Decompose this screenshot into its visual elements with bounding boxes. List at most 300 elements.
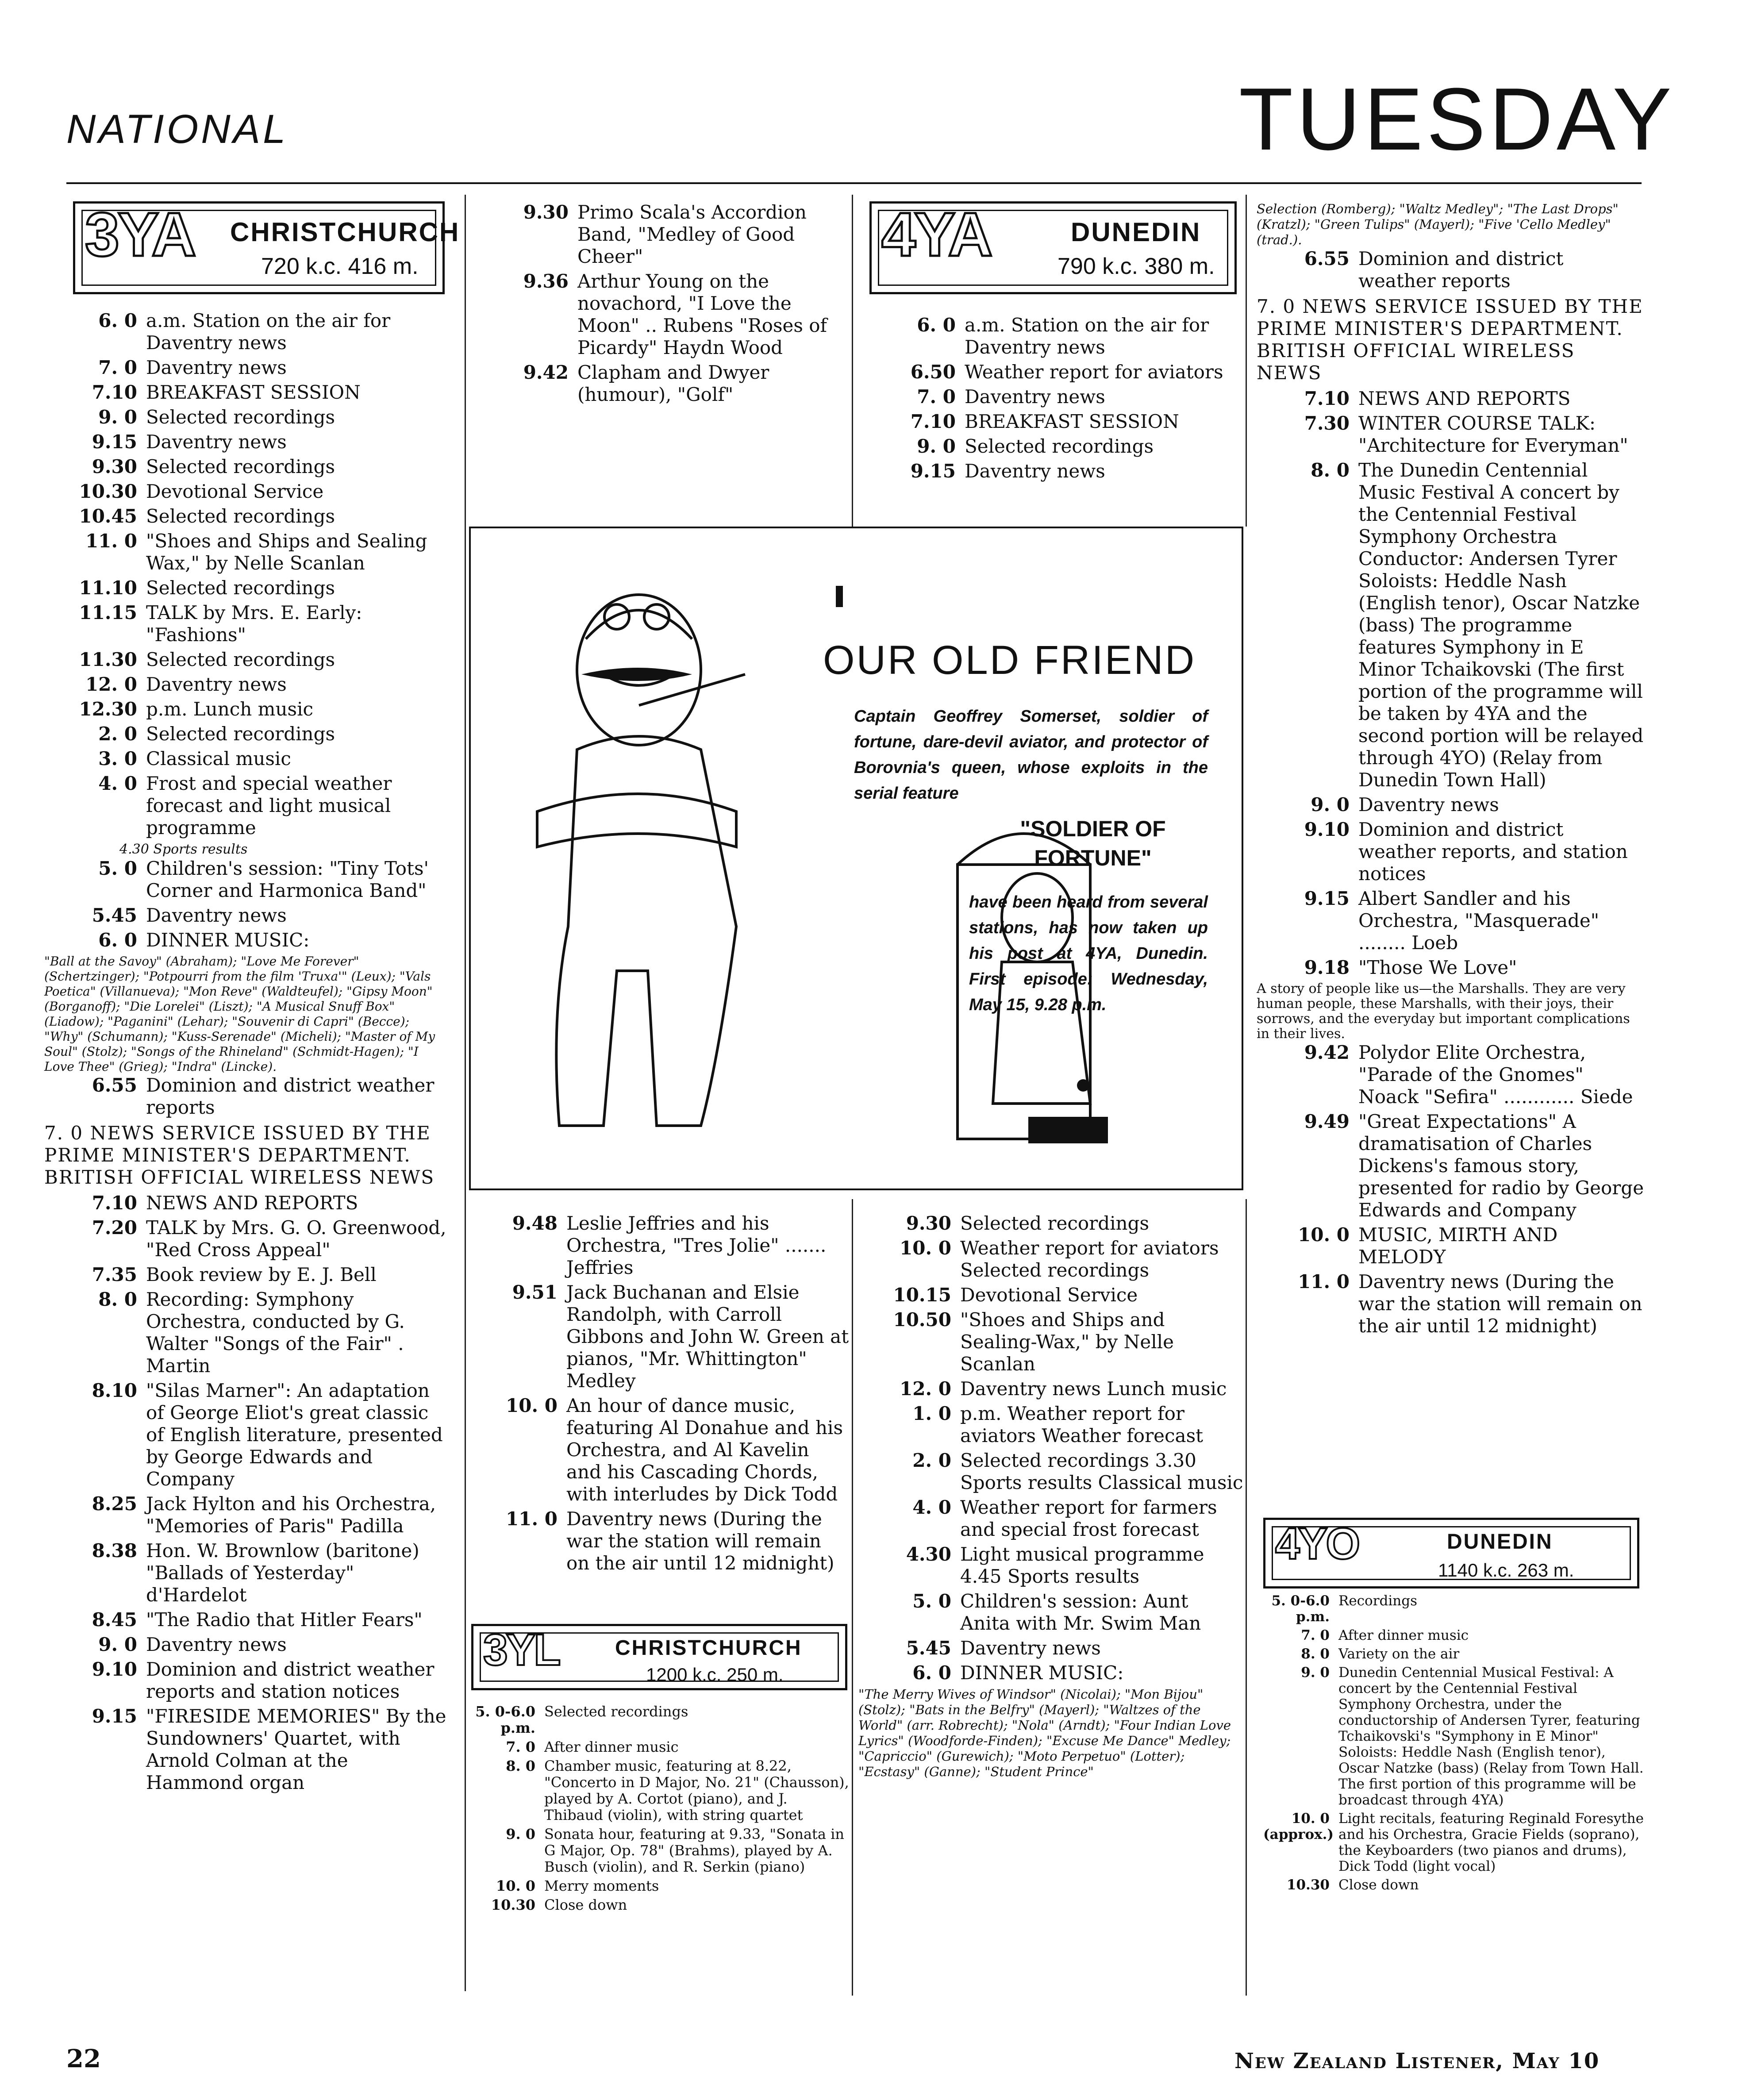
station-frequency: 720 k.c. 416 m. [261,254,419,279]
entry-text: Daventry news [146,904,287,926]
schedule-block [1257,388,1646,979]
entry-text: Dominion and district weather reports [1358,248,1564,292]
schedule-entry [863,386,1243,408]
entry-time: 10.15 [893,1284,951,1306]
column-rule [1246,195,1247,527]
schedule-entry [858,1543,1243,1588]
schedule-entry [858,1309,1243,1375]
schedule-block [44,1192,451,1794]
station-4yo-banner [1263,1518,1639,1588]
entry-time: 9. 0 [506,1826,535,1842]
schedule-entry [863,314,1243,358]
schedule-entry [44,1705,451,1794]
station-3yl-banner [471,1624,847,1690]
entry-text: Selected recordings [146,649,335,670]
column-4ya-evening [1257,201,1646,1340]
entry-text: a.m. Station on the air for Daventry news [965,314,1209,358]
column-4yo-schedule [1263,1593,1644,1896]
entry-time: 12. 0 [85,673,137,695]
entry-time: 9.15 [92,431,137,453]
schedule-entry [469,1897,850,1913]
entry-text: Daventry news Lunch music [960,1378,1227,1400]
schedule-entry [1257,819,1646,885]
entry-text: Hon. W. Brownlow (baritone) "Ballads of Yesterday" d'Hardelot [146,1540,419,1606]
station-4ya-banner [869,201,1237,294]
entry-text: Daventry news [965,386,1105,408]
dinner-music-list: "Ball at the Savoy" (Abraham); "Love Me Forever" (Schertzinger); "Potpourri from the film 'Truxa'" (Leux); "Vals Poetica" (Villanueva); "Mon Reve" (Waldteufel); "Gipsy Moon" (Borganoff); "Die Lorelei" (Liszt); "A Musical Snuff Box" (Liadow); "Paganini" (Lehar); "Souvenir di Capri" (Becce); "Why" (Schumann); "Kuss-Serenade" (Micheli); "Master of My Soul" (Stolz); "Songs of the Rhineland" (Schmidt-Hagen); "I Love Thee" (Grieg); "Indra" (Lincke). [44,954,435,1074]
entry-text: "Shoes and Ships and Sealing-Wax," by Nelle Scanlan [960,1309,1174,1375]
entry-time: 9. 0 [98,1634,137,1655]
schedule-entry [476,270,845,359]
schedule-entry [1257,1224,1646,1268]
entry-time: 7.35 [92,1264,137,1285]
entry-time: 7. 0 [98,357,137,378]
entry-time: 8.45 [92,1609,137,1631]
schedule-entry [44,1217,451,1261]
station-city: DUNEDIN [1447,1530,1553,1554]
entry-text: Selected recordings 3.30 Sports results Classical music [960,1450,1243,1493]
entry-text: DINNER MUSIC: [960,1662,1124,1684]
entry-time: 8. 0 [1311,459,1350,481]
feature-serial-title: "SOLDIER OF FORTUNE" [1020,816,1166,870]
entry-time: 9. 0 [98,406,137,428]
entry-time: 10. 0 [506,1395,558,1416]
schedule-entry [44,406,451,428]
entry-time: 9.30 [92,456,137,477]
schedule-entry [1263,1593,1644,1625]
entry-text: Primo Scala's Accordion Band, "Medley of Good Cheer" [577,201,807,267]
entry-text: Sonata hour, featuring at 9.33, "Sonata in G Major, Op. 78" (Brahms), played by A. Busch (violin), and R. Serkin (piano) [544,1826,844,1875]
entry-time: 8. 0 [1301,1646,1330,1662]
entry-text: Daventry news (During the war the station will remain on the air until 12 midnight) [566,1508,834,1574]
masthead: New Zealand Listener, May 10 [1234,2049,1600,2073]
entry-time: 10. 0 (approx.) [1263,1811,1334,1842]
entry-text: "FIRESIDE MEMORIES" By the Sundowners' Quartet, with Arnold Colman at the Hammond organ [146,1705,446,1793]
entry-time: 8. 0 [506,1758,535,1774]
entry-text: BREAKFAST SESSION [146,381,361,403]
schedule-block [44,858,451,951]
entry-text: Light recitals, featuring Reginald Foresythe and his Orchestra, Gracie Fields (soprano), the Keyboarders (two pianos and drums), Dick Todd (light vocal) [1338,1811,1644,1874]
entry-text: Jack Buchanan and Elsie Randolph, with Carroll Gibbons and John W. Green at pianos, "Mr. Whittington" Medley [566,1281,849,1392]
schedule-entry [858,1637,1243,1659]
decorative-dot [1077,1079,1089,1092]
schedule-block [465,1212,850,1574]
schedule-entry [44,1380,451,1490]
schedule-entry [44,481,451,503]
entry-time: 5. 0 [98,858,137,879]
schedule-entry [1257,1042,1646,1108]
entry-time: 12.30 [79,698,137,720]
schedule-entry [1257,248,1646,292]
schedule-entry [44,1074,451,1119]
schedule-entry [465,1508,850,1574]
column-3yl-schedule [469,1704,850,1916]
entry-time: 8.10 [92,1380,137,1401]
schedule-entry [858,1590,1243,1635]
entry-text: Book review by E. J. Bell [146,1264,377,1285]
entry-time: 5. 0-6.0 p.m. [1271,1593,1330,1625]
schedule-entry [44,748,451,770]
schedule-entry [1263,1646,1644,1662]
entry-time: 9.15 [910,460,956,482]
schedule-entry [469,1704,850,1736]
sports-results-note: 4.30 Sports results [119,842,248,857]
decorative-mark [836,586,843,607]
entry-text: After dinner music [544,1738,679,1755]
column-2-bottom [465,1212,850,1577]
station-frequency: 790 k.c. 380 m. [1058,254,1215,279]
entry-time: 9.10 [92,1658,137,1680]
schedule-entry [1257,888,1646,954]
station-city: CHRISTCHURCH [230,217,460,247]
station-call-sign: 3YL [483,1625,559,1675]
entry-time: 10.50 [893,1309,951,1331]
entry-time: 9.18 [1304,957,1350,978]
entry-time: 6. 0 [98,310,137,331]
entry-time: 5.45 [906,1637,951,1659]
entry-time: 10. 0 [900,1237,951,1259]
schedule-entry [44,723,451,745]
entry-time: 10. 0 [1298,1224,1350,1246]
entry-time: 5. 0 [912,1590,951,1612]
entry-text: Recording: Symphony Orchestra, conducted by G. Walter "Songs of the Fair" . Martin [146,1288,405,1377]
schedule-entry [476,201,845,268]
schedule-entry [858,1212,1243,1235]
station-frequency: 1140 k.c. 263 m. [1438,1560,1574,1581]
schedule-entry [44,530,451,574]
station-city: CHRISTCHURCH [615,1636,802,1660]
entry-time: 9.42 [1304,1042,1350,1063]
entry-text: Daventry news [965,460,1105,482]
entry-text: Polydor Elite Orchestra, "Parade of the Gnomes" Noack "Sefira" ............ Siede [1358,1042,1633,1108]
entry-time: 7.10 [92,1192,137,1214]
schedule-entry [465,1281,850,1392]
news-service-notice: 7. 0 NEWS SERVICE ISSUED BY THE PRIME MINISTER'S DEPARTMENT. BRITISH OFFICIAL WIRELESS NEWS [1257,296,1643,384]
schedule-entry [44,1192,451,1214]
column-4ya-morning [863,314,1243,485]
header-rule [66,182,1642,184]
schedule-entry [44,1609,451,1631]
entry-text: Light musical programme 4.45 Sports results [960,1543,1204,1587]
entry-time: 1. 0 [912,1403,951,1424]
entry-text: Devotional Service [960,1284,1138,1306]
entry-text: Merry moments [544,1877,659,1894]
column-4ya-afternoon [858,1212,1243,1780]
feature-body-continued: have been heard from several stations, has now taken up his post at 4YA, Dunedin. First episode: Wednesday, May 15, 9.28 p.m. [969,893,1208,1014]
entry-time: 12. 0 [900,1378,951,1400]
schedule-entry [858,1496,1243,1541]
entry-time: 7.20 [92,1217,137,1238]
entry-text: Variety on the air [1338,1646,1460,1662]
station-frequency: 1200 k.c. 250 m. [646,1664,784,1685]
entry-text: Selected recordings [146,406,335,428]
entry-time: 11. 0 [85,530,137,552]
schedule-entry [1257,1271,1646,1337]
schedule-entry [863,361,1243,383]
entry-time: 2. 0 [912,1450,951,1471]
schedule-entry [858,1378,1243,1400]
schedule-entry [44,602,451,646]
entry-text: "Great Expectations" A dramatisation of Charles Dickens's famous story, presented for radio by George Edwards and Company [1358,1111,1644,1221]
entry-text: Recordings [1338,1593,1418,1609]
entry-text: Weather report for farmers and special frost forecast [960,1496,1217,1540]
schedule-entry [858,1403,1243,1447]
schedule-entry [44,357,451,379]
entry-time: 5. 0-6.0 p.m. [475,1703,535,1736]
entry-text: Classical music [146,748,291,769]
entry-time: 10.30 [79,481,137,502]
schedule-block [44,310,451,839]
entry-text: BREAKFAST SESSION [965,411,1179,432]
entry-time: 9.51 [512,1281,558,1303]
entry-text: Daventry news [146,673,287,695]
schedule-entry [44,1493,451,1537]
schedule-entry [1257,412,1646,457]
schedule-entry [1257,794,1646,816]
feature-body: Captain Geoffrey Somerset, soldier of fortune, dare-devil aviator, and protector of Borovnia's queen, whose exploits in the serial feature [854,707,1208,803]
entry-text: Chamber music, featuring at 8.22, "Concerto in D Major, No. 21" (Chausson), played by A. Cortot (piano), and J. Thibaud (violin), with string quartet [544,1758,849,1823]
schedule-block [469,1704,850,1913]
schedule-entry [44,649,451,671]
schedule-entry [1257,1111,1646,1221]
entry-time: 6. 0 [912,1662,951,1684]
entry-text: Dunedin Centennial Musical Festival: A concert by the Centennial Festival Symphony Orchestra, under the conductorship of Andersen Tyrer, featuring Tchaikovski's "Symphony in E Minor" Soloists: Heddle Nash (English tenor), Oscar Natzke (bass) (Relay from Town Hall. The first portion of this programme will be broadcast through 4YA) [1338,1665,1644,1808]
entry-text: Selected recordings [544,1703,688,1720]
entry-time: 8.38 [92,1540,137,1562]
entry-time: 7.10 [92,381,137,403]
schedule-entry [469,1739,850,1755]
entry-text: Close down [544,1896,627,1913]
page-number: 22 [66,2044,101,2073]
entry-time: 10.30 [491,1896,535,1913]
entry-time: 6. 0 [98,929,137,951]
entry-time: 11.15 [79,602,137,623]
entry-time: 7.30 [1304,412,1350,434]
station-call-sign: 3YA [85,200,195,269]
entry-time: 8.25 [92,1493,137,1515]
station-city: DUNEDIN [1071,217,1201,247]
column-3ya-schedule [44,310,451,1796]
entry-time: 9.15 [1304,888,1350,909]
schedule-entry [44,456,451,478]
schedule-entry [476,362,845,406]
column-rule [1246,1199,1247,1996]
entry-time: 9.49 [1304,1111,1350,1132]
entry-text: Arthur Young on the novachord, "I Love the Moon" .. Rubens "Roses of Picardy" Haydn Wood [577,270,827,358]
entry-text: Dominion and district weather reports [146,1074,435,1118]
schedule-entry [858,1284,1243,1306]
entry-text: WINTER COURSE TALK: "Architecture for Everyman" [1358,412,1628,456]
schedule-entry [44,310,451,354]
entry-time: 2. 0 [98,723,137,745]
entry-text: Daventry news (During the war the station will remain on the air until 12 midnight) [1358,1271,1642,1337]
entry-time: 7.10 [910,411,956,432]
schedule-entry [1257,388,1646,410]
schedule-entry [469,1758,850,1823]
schedule-entry [1263,1627,1644,1643]
entry-text: Albert Sandler and his Orchestra, "Masquerade" ........ Loeb [1358,888,1600,954]
dinner-music-list: "The Merry Wives of Windsor" (Nicolai); "Mon Bijou" (Stolz); "Bats in the Belfry" (Mayerl); "Waltzes of the World" (arr. Robrecht); "Nola" (Arndt); "Four Indian Love Lyrics" (Woodforde-Finden); "Excuse Me Dance" Medley; "Capriccio" (Gurewich); "Moto Perpetuo" (Lotter); "Ecstasy" (Ganne); "Student Prince" [858,1687,1231,1779]
schedule-entry [469,1826,850,1875]
schedule-entry [44,773,451,839]
entry-time: 9. 0 [1301,1665,1330,1681]
schedule-entry [44,577,451,599]
schedule-block [858,1212,1243,1684]
entry-text: TALK by Mrs. G. O. Greenwood, "Red Cross Appeal" [146,1217,446,1261]
schedule-entry [863,460,1243,482]
schedule-entry [44,929,451,951]
entry-time: 11.10 [79,577,137,599]
entry-text: Selected recordings [146,723,335,745]
schedule-block [44,1074,451,1119]
entry-text: Children's session: "Tiny Tots' Corner and Harmonica Band" [146,858,429,901]
schedule-entry [44,858,451,902]
section-label: NATIONAL [66,107,288,152]
entry-time: 10.30 [1286,1877,1330,1893]
entry-text: Dominion and district weather reports, and station notices [1358,819,1628,885]
entry-text: Clapham and Dwyer (humour), "Golf" [577,362,769,405]
entry-text: Daventry news [146,431,287,453]
entry-text: Dominion and district weather reports and station notices [146,1658,435,1702]
entry-text: Leslie Jeffries and his Orchestra, "Tres Jolie" ....... Jeffries [566,1212,827,1278]
schedule-entry [44,1288,451,1377]
schedule-entry [858,1662,1243,1684]
entry-time: 11. 0 [1298,1271,1350,1292]
schedule-block [863,314,1243,482]
column-rule [465,195,466,1991]
entry-text: Daventry news [960,1637,1101,1659]
entry-time: 7. 0 [506,1738,535,1755]
entry-text: NEWS AND REPORTS [146,1192,358,1214]
schedule-entry [44,1540,451,1606]
entry-text: Jack Hylton and his Orchestra, "Memories of Paris" Padilla [146,1493,436,1537]
column-rule [852,195,853,527]
column-rule [852,1199,853,1996]
entry-time: 4. 0 [98,773,137,794]
entry-text: Weather report for aviators [965,361,1223,383]
serial-description: A story of people like us—the Marshalls. They are very human people, these Marshalls, with their joys, their sorrows, and the everyday but important complications in their lives. [1257,981,1630,1042]
entry-text: Weather report for aviators Selected recordings [960,1237,1219,1281]
entry-text: Daventry news [1358,794,1499,815]
entry-time: 9.15 [92,1705,137,1727]
entry-text: "Silas Marner": An adaptation of George Eliot's great classic of English literature, presented by George Edwards and Company [146,1380,443,1490]
schedule-entry [465,1395,850,1505]
schedule-block [1257,1042,1646,1337]
entry-text: After dinner music [1338,1627,1469,1643]
entry-text: Devotional Service [146,481,324,502]
entry-text: MUSIC, MIRTH AND MELODY [1358,1224,1558,1268]
entry-time: 9. 0 [917,435,956,457]
schedule-entry [1263,1877,1644,1893]
schedule-block [1263,1593,1644,1893]
dinner-music-continued: Selection (Romberg); "Waltz Medley"; "The Last Drops" (Kratzl); "Green Tulips" (Mayerl); "Five 'Cello Medley" (trad.). [1257,201,1619,247]
entry-text: Selected recordings [965,435,1154,457]
entry-text: Selected recordings [146,456,335,477]
schedule-entry [858,1450,1243,1494]
entry-text: NEWS AND REPORTS [1358,388,1571,409]
schedule-entry [863,411,1243,433]
station-3ya-banner [73,200,460,294]
entry-time: 4. 0 [912,1496,951,1518]
entry-time: 9.30 [906,1212,951,1234]
entry-time: 7. 0 [1301,1627,1330,1643]
schedule-entry [44,1658,451,1703]
schedule-entry [44,505,451,527]
station-call-sign: 4YO [1275,1519,1359,1569]
schedule-entry [863,435,1243,458]
schedule-entry [1257,459,1646,791]
entry-text: "Those We Love" [1358,957,1517,978]
schedule-entry [858,1237,1243,1281]
schedule-entry [469,1878,850,1894]
entry-time: 11.30 [79,649,137,670]
schedule-entry [44,698,451,720]
entry-text: Frost and special weather forecast and light musical programme [146,773,392,838]
entry-text: Children's session: Aunt Anita with Mr. Swim Man [960,1590,1201,1634]
entry-time: 9.42 [523,362,569,383]
schedule-entry [1263,1665,1644,1808]
entry-text: The Dunedin Centennial Music Festival A concert by the Centennial Festival Symphony Orchestra Conductor: Andersen Tyrer Soloists: Heddle Nash (English tenor), Oscar Natzke (bass) The programme features Symphony in E Minor Tchaikovski (The first portion of the programme will be taken by 4YA and the second portion will be relayed through 4YO) (Relay from Dunedin Town Hall) [1358,459,1644,791]
entry-time: 7.10 [1304,388,1350,409]
entry-time: 10. 0 [496,1877,535,1894]
entry-time: 4.30 [906,1543,951,1565]
entry-text: An hour of dance music, featuring Al Donahue and his Orchestra, and Al Kavelin and his Cascading Chords, with interludes by Dick Todd [566,1395,843,1505]
schedule-entry [465,1212,850,1279]
entry-time: 8. 0 [98,1288,137,1310]
schedule-block [476,201,845,406]
day-heading: TUESDAY [1239,70,1675,169]
schedule-entry [44,904,451,927]
schedule-entry [44,1264,451,1286]
schedule-block [1257,248,1646,292]
entry-time: 11. 0 [506,1508,558,1530]
entry-time: 9.48 [512,1212,558,1234]
entry-text: Selected recordings [960,1212,1150,1234]
entry-time: 6.55 [1304,248,1350,269]
schedule-entry [44,673,451,696]
entry-time: 6.50 [910,361,956,383]
entry-text: DINNER MUSIC: [146,929,310,951]
entry-time: 5.45 [92,904,137,926]
schedule-entry [44,1634,451,1656]
entry-time: 6.55 [92,1074,137,1096]
entry-time: 6. 0 [917,314,956,336]
schedule-entry [1257,957,1646,979]
entry-text: a.m. Station on the air for Daventry news [146,310,391,354]
entry-time: 9.30 [523,201,569,223]
schedule-entry [44,381,451,404]
entry-text: p.m. Weather report for aviators Weather forecast [960,1403,1203,1446]
entry-time: 3. 0 [98,748,137,769]
column-2-top [476,201,845,408]
entry-time: 7. 0 [917,386,956,408]
entry-text: "Shoes and Ships and Sealing Wax," by Nelle Scanlan [146,530,427,574]
entry-text: Daventry news [146,1634,287,1655]
entry-time: 10.45 [79,505,137,527]
entry-text: p.m. Lunch music [146,698,314,720]
entry-text: Close down [1338,1877,1419,1893]
news-service-notice: 7. 0 NEWS SERVICE ISSUED BY THE PRIME MINISTER'S DEPARTMENT. BRITISH OFFICIAL WIRELESS NEWS [44,1122,435,1188]
schedule-entry [44,431,451,453]
entry-time: 9.36 [523,270,569,292]
entry-text: Daventry news [146,357,287,378]
entry-time: 9.10 [1304,819,1350,840]
feature-title: OUR OLD FRIEND [823,638,1196,683]
entry-time: 9. 0 [1311,794,1350,815]
entry-text: Selected recordings [146,577,335,599]
entry-text: Selected recordings [146,505,335,527]
schedule-entry [1263,1811,1644,1874]
